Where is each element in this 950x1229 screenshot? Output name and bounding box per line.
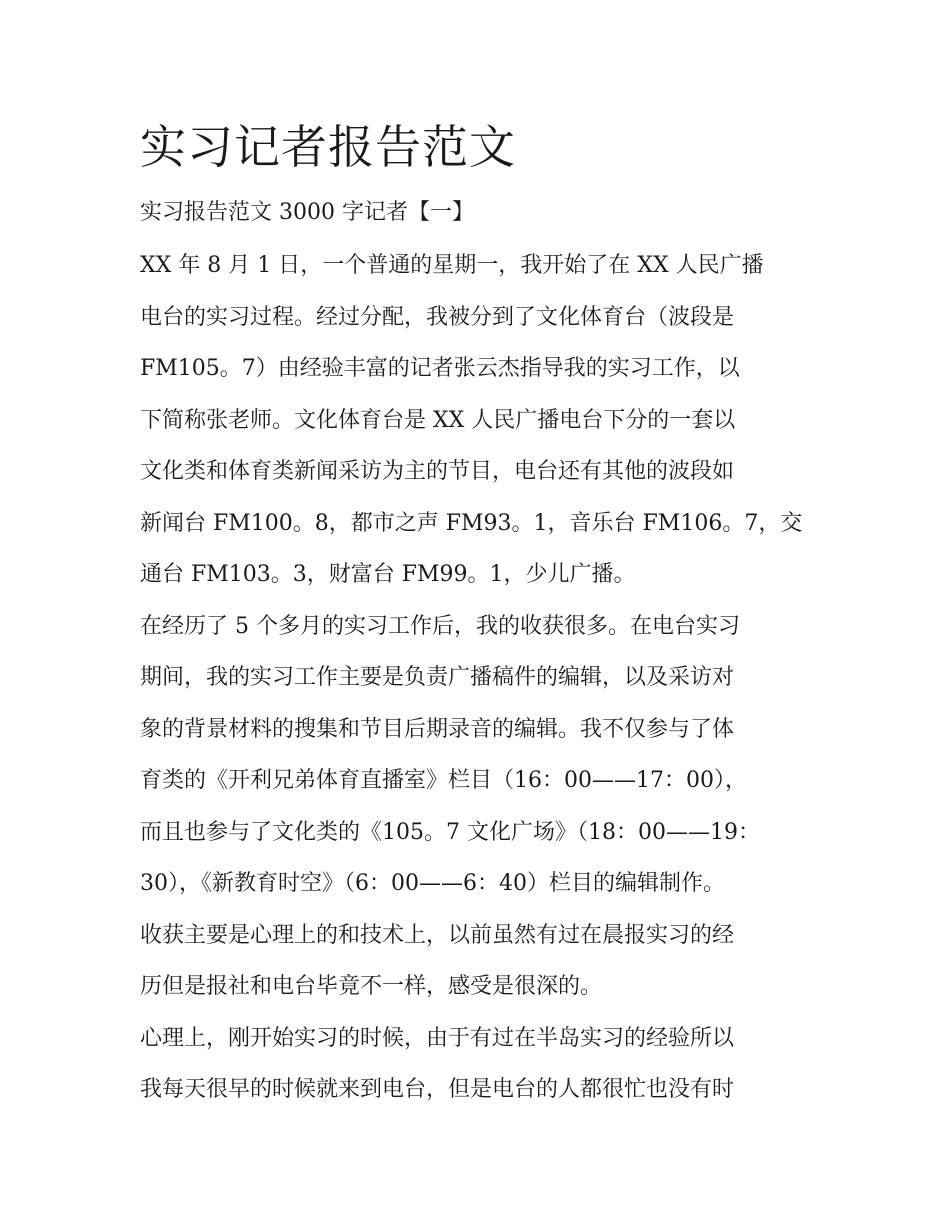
- paragraph-line: 我每天很早的时候就来到电台，但是电台的人都很忙也没有时: [140, 1077, 735, 1102]
- paragraph-line: 心理上，刚开始实习的时候，由于有过在半岛实习的经验所以: [140, 1025, 735, 1051]
- section-heading: 实习报告范文 3000 字记者【一】: [140, 200, 474, 225]
- paragraph-line: 期间，我的实习工作主要是负责广播稿件的编辑，以及采访对: [140, 665, 735, 690]
- paragraph-line: 文化类和体育类新闻采访为主的节目，电台还有其他的波段如: [140, 459, 735, 484]
- paragraph-3: [140, 910, 814, 1013]
- paragraph-line: 电台的实习过程。经过分配，我被分到了文化体育台（波段是: [140, 304, 735, 330]
- paragraph-line: 30），《新教育时空》（6：00——6：40）栏目的编辑制作。: [140, 871, 725, 896]
- paragraph-line: FM105。7）由经验丰富的记者张云杰指导我的实习工作，以: [140, 356, 740, 381]
- paragraph-line: 收获主要是心理上的和技术上，以前虽然有过在晨报实习的经: [140, 922, 735, 948]
- paragraph-line: XX 年 8 月 1 日，一个普通的星期一，我开始了在 XX 人民广播: [140, 253, 764, 278]
- paragraph-line: 历但是报社和电台毕竟不一样，感受是很深的。: [140, 974, 603, 999]
- paragraph-1: [140, 240, 814, 601]
- paragraph-line: 下简称张老师。文化体育台是 XX 人民广播电台下分的一套以: [140, 407, 736, 433]
- paragraph-line: 通台 FM103。3，财富台 FM99。1，少儿广播。: [140, 562, 636, 587]
- paragraph-line: 而且也参与了文化类的《105。7 文化广场》（18：00——19：: [140, 819, 760, 845]
- document-body: [140, 118, 814, 1116]
- paragraph-2: [140, 601, 814, 910]
- paragraph-line: 育类的《开利兄弟体育直播室》栏目（16：00——17：00），: [140, 768, 747, 793]
- paragraph-line: 在经历了 5 个多月的实习工作后，我的收获很多。在电台实习: [140, 613, 740, 639]
- document-title: 实习记者报告范文: [140, 120, 516, 174]
- paragraph-4: [140, 1013, 814, 1116]
- paragraph-line: 新闻台 FM100。8，都市之声 FM93。1，音乐台 FM106。7，交: [140, 510, 803, 536]
- paragraph-line: 象的背景材料的搜集和节目后期录音的编辑。我不仅参与了体: [140, 716, 735, 742]
